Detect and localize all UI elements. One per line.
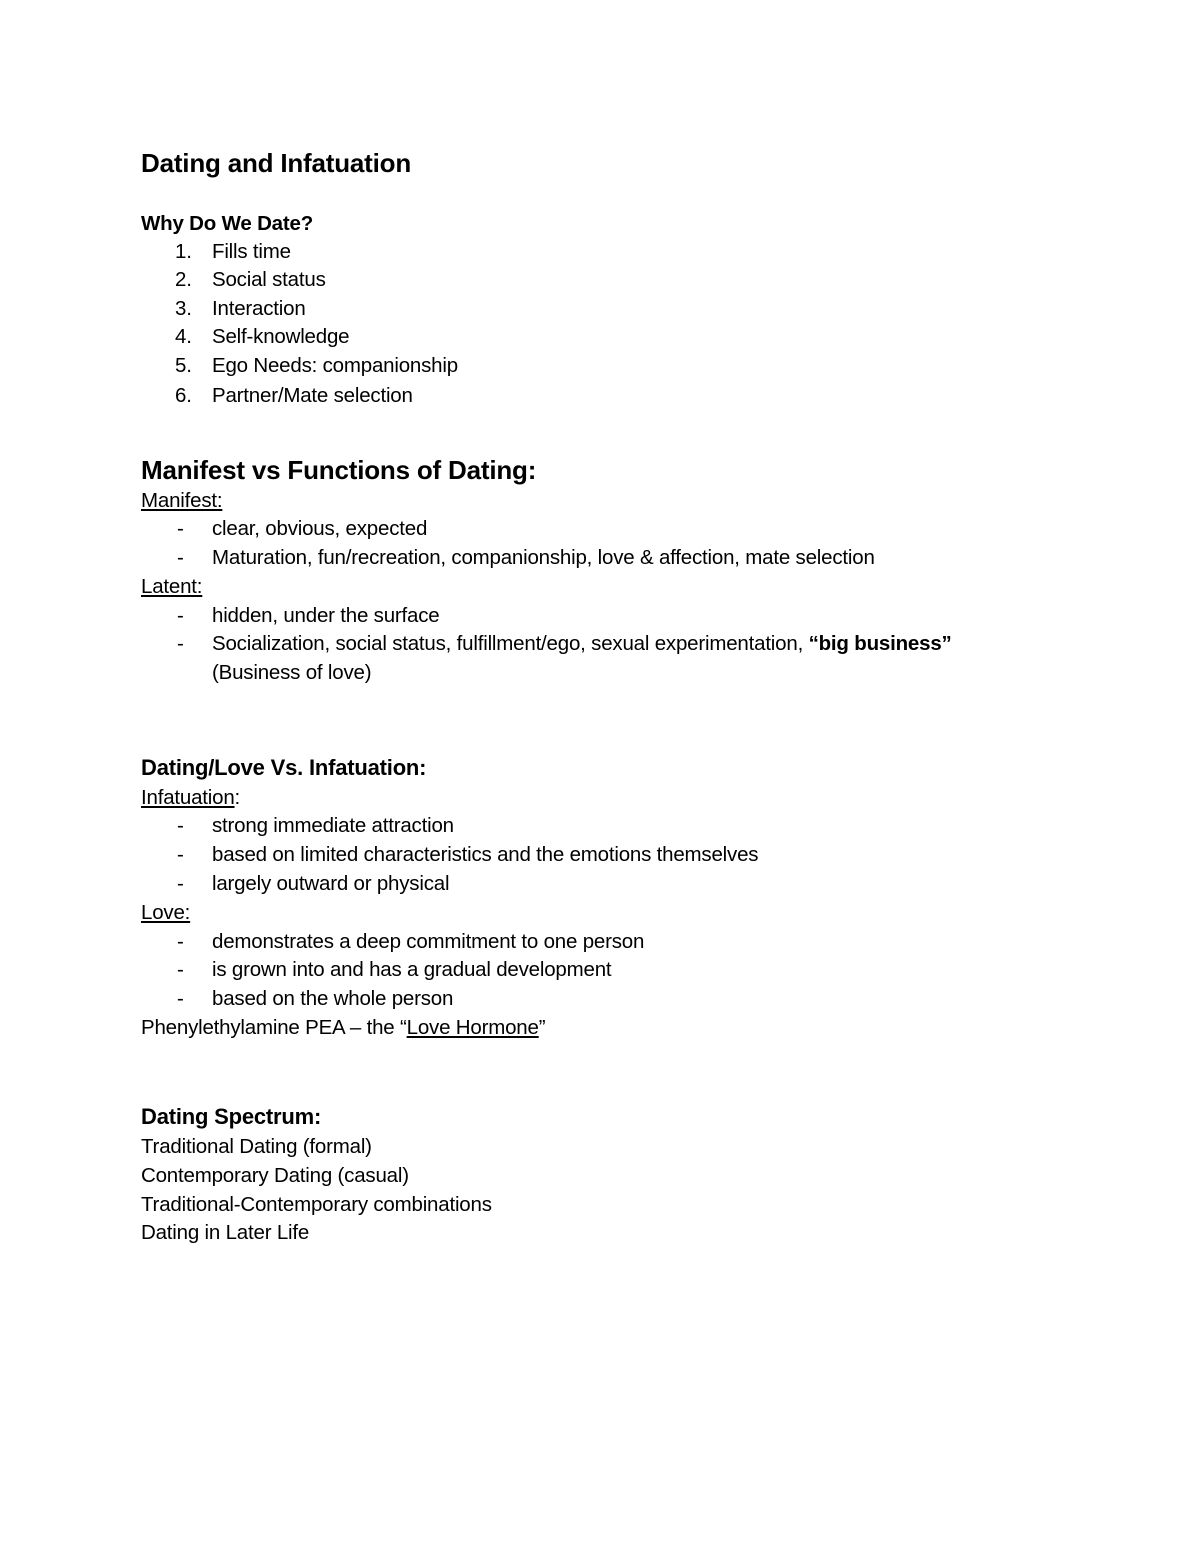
list-number: 1. — [175, 240, 192, 263]
list-item — [212, 632, 952, 656]
list-number: 6. — [175, 384, 192, 407]
bullet-dash: - — [177, 958, 184, 981]
list-item: hidden, under the surface — [212, 604, 440, 627]
infatuation-colon: : — [234, 786, 241, 809]
list-item: based on the whole person — [212, 987, 454, 1010]
infatuation-label-line — [141, 786, 240, 810]
list-item: Traditional Dating (formal) — [141, 1135, 372, 1158]
bullet-dash: - — [177, 930, 184, 953]
list-item: Interaction — [212, 297, 306, 320]
list-item: Dating in Later Life — [141, 1221, 310, 1244]
list-item: largely outward or physical — [212, 872, 450, 895]
list-item: Fills time — [212, 240, 291, 263]
manifest-heading: Manifest vs Functions of Dating: — [141, 455, 537, 485]
bullet-dash: - — [177, 843, 184, 866]
bullet-dash: - — [177, 546, 184, 569]
bullet-dash: - — [177, 987, 184, 1010]
list-item: Traditional-Contemporary combinations — [141, 1193, 492, 1216]
list-item: Social status — [212, 268, 326, 291]
list-item: Maturation, fun/recreation, companionship, love & affection, mate selection — [212, 546, 875, 569]
pea-line — [141, 1016, 545, 1040]
list-item: is grown into and has a gradual development — [212, 958, 612, 981]
list-item: strong immediate attraction — [212, 814, 454, 837]
bullet-dash: - — [177, 517, 184, 540]
bullet-dash: - — [177, 632, 184, 655]
list-item: clear, obvious, expected — [212, 517, 428, 540]
bullet-dash: - — [177, 814, 184, 837]
list-item: based on limited characteristics and the emotions themselves — [212, 843, 759, 866]
latent-item-text: Socialization, social status, fulfillment/ego, sexual experimentation, — [212, 632, 809, 655]
list-item-continuation: (Business of love) — [212, 661, 372, 684]
list-number: 3. — [175, 297, 192, 320]
pea-prefix: Phenylethylamine PEA – the “ — [141, 1016, 407, 1039]
why-heading: Why Do We Date? — [141, 212, 314, 235]
bullet-dash: - — [177, 604, 184, 627]
list-item: Contemporary Dating (casual) — [141, 1164, 409, 1187]
list-item: demonstrates a deep commitment to one person — [212, 930, 645, 953]
spectrum-heading: Dating Spectrum: — [141, 1104, 322, 1129]
big-business-text: “big business” — [808, 632, 952, 655]
pea-suffix: ” — [538, 1016, 546, 1039]
list-number: 4. — [175, 325, 192, 348]
document-title: Dating and Infatuation — [141, 148, 412, 178]
list-number: 2. — [175, 268, 192, 291]
love-label: Love: — [141, 901, 191, 924]
manifest-label: Manifest: — [141, 489, 223, 512]
list-item: Self-knowledge — [212, 325, 350, 348]
list-item: Partner/Mate selection — [212, 384, 413, 407]
bullet-dash: - — [177, 872, 184, 895]
list-item: Ego Needs: companionship — [212, 354, 458, 377]
love-hormone-text: Love Hormone — [406, 1016, 539, 1039]
list-number: 5. — [175, 354, 192, 377]
infatuation-label: Infatuation — [141, 786, 235, 809]
latent-label: Latent: — [141, 575, 203, 598]
love-heading: Dating/Love Vs. Infatuation: — [141, 755, 427, 780]
